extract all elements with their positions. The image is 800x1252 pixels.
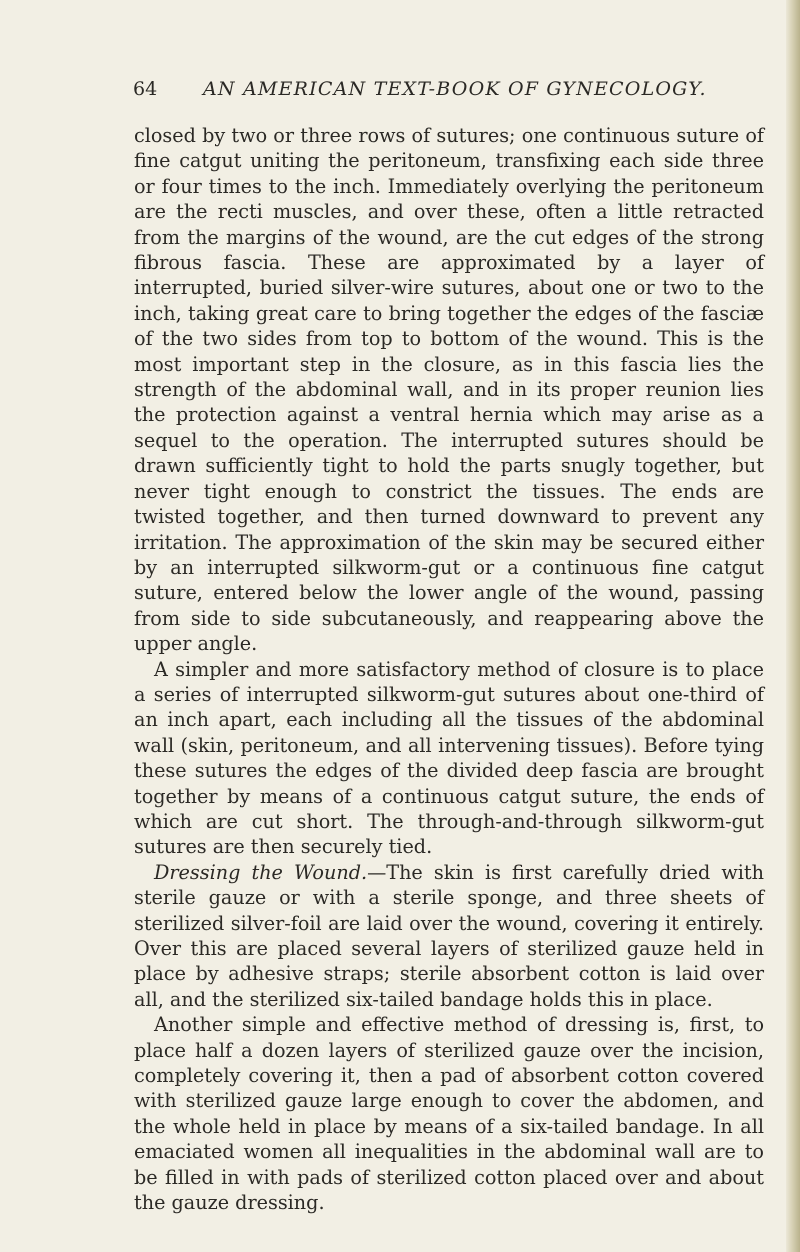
body-text bbox=[134, 123, 764, 1215]
paragraph-dressing-wound bbox=[134, 860, 764, 1012]
paragraph-dressing-text: —The skin is first carefully dried with sterile gauze or with a sterile sponge, and three sheets of sterilized silver-foil are laid over the wound, covering it entirely. Over this are placed several layers of sterilized gauze held in place by adhesive straps; sterile absorbent cotton is laid over all, and the sterilized six-tailed bandage holds this in place. bbox=[134, 860, 764, 1011]
paragraph-simpler-method: A simpler and more satisfactory method of closure is to place a series of interrupted silkworm-gut sutures about one-third of an inch apart, each including all the tissues of the abdominal wall (skin, peritoneum, and all intervening tissues). Before tying these sutures the edges of the divided deep fascia are brought together by means of a continuous catgut suture, the ends of which are cut short. The through-and-through silkworm-gut sutures are then securely tied. bbox=[134, 657, 764, 859]
page-edge-shadow bbox=[786, 0, 800, 1252]
run-in-heading: Dressing the Wound. bbox=[154, 860, 368, 884]
page-number: 64 bbox=[133, 78, 158, 100]
page-header bbox=[133, 77, 773, 101]
paragraph-closure-layers: closed by two or three rows of sutures; one continuous suture of fine catgut uniting the peritoneum, transfixing each side three or four times to the inch. Immediately overlying the peritoneum are the recti muscles, and over these, often a little retracted from the margins of the wound, are the cut edges of the strong fibrous fascia. These are approximated by a layer of interrupted, buried silver-wire sutures, about one or two to the inch, taking great care to bring together the edges of the fasciæ of the two sides from top to bottom of the wound. This is the most important step in the closure, as in this fascia lies the strength of the abdominal wall, and in its proper reunion lies the protection against a ventral hernia which may arise as a sequel to the operation. The interrupted sutures should be drawn sufficiently tight to hold the parts snugly together, but never tight enough to constrict the tissues. The ends are twisted together, and then turned downward to prevent any irritation. The approximation of the skin may be secured either by an interrupted silkworm-gut or a continuous fine catgut suture, entered below the lower angle of the wound, passing from side to side subcutaneously, and reappearing above the upper angle. bbox=[134, 124, 764, 656]
running-title: AN AMERICAN TEXT-BOOK OF GYNECOLOGY. bbox=[203, 78, 707, 100]
paragraph-alternate-dressing: Another simple and effective method of dressing is, first, to place half a dozen layers of sterilized gauze over the incision, completely covering it, then a pad of absorbent cotton covered with sterilized gauze large enough to cover the abdomen, and the whole held in place by means of a six-tailed bandage. In all emaciated women all inequalities in the abdominal wall are to be filled in with pads of sterilized cotton placed over and about the gauze dressing. bbox=[134, 1013, 764, 1215]
